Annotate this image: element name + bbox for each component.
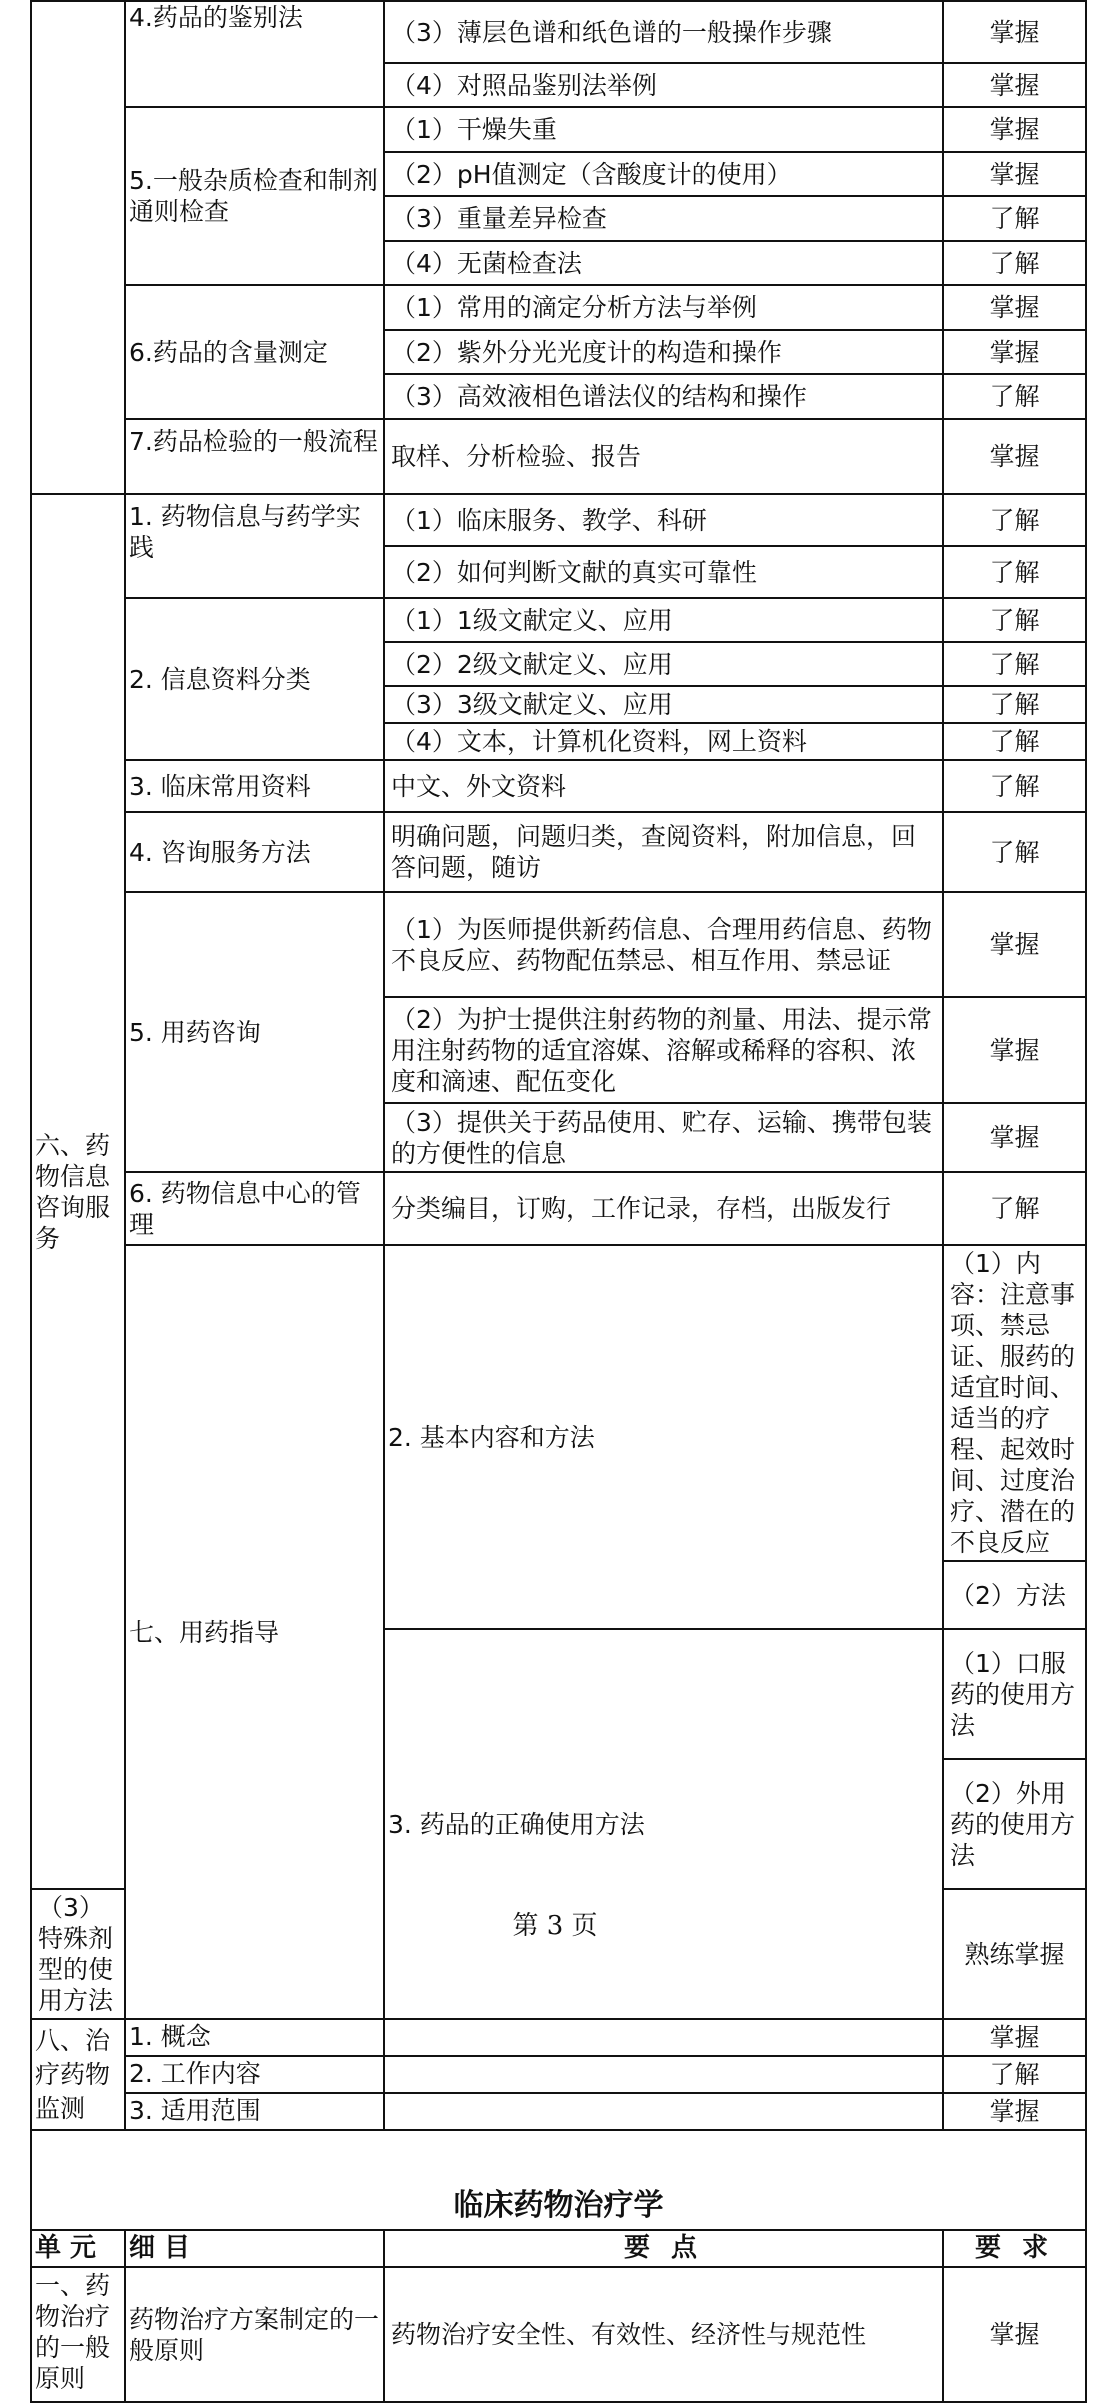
item-cell: 5.一般杂质检查和制剂通则检查: [125, 107, 384, 285]
unit-cell: [31, 1, 125, 494]
requirement-cell: 了解: [943, 546, 1086, 598]
point-cell: （3）薄层色谱和纸色谱的一般操作步骤: [384, 1, 943, 63]
point-cell: （3）提供关于药品使用、贮存、运输、携带包装的方便性的信息: [384, 1103, 943, 1172]
item-cell: 2. 信息资料分类: [125, 598, 384, 760]
requirement-cell: 了解: [943, 494, 1086, 546]
point-cell: （3）特殊剂型的使用方法: [31, 1889, 125, 2019]
point-cell: 取样、分析检验、报告: [384, 419, 943, 494]
header-unit: 单 元: [31, 2230, 125, 2267]
point-cell: （2）如何判断文献的真实可靠性: [384, 546, 943, 598]
point-cell: （2）为护士提供注射药物的剂量、用法、提示常用注射药物的适宜溶媒、溶解或稀释的容积、浓度和滴速、配伍变化: [384, 997, 943, 1103]
requirement-cell: 掌握: [943, 285, 1086, 330]
requirement-cell: 掌握: [943, 1, 1086, 63]
unit-cell: 八、治疗药物监测: [31, 2019, 125, 2130]
item-cell: 1. 药物信息与药学实践: [125, 494, 384, 598]
requirement-cell: 掌握: [943, 107, 1086, 152]
point-cell: （2）2级文献定义、应用: [384, 642, 943, 686]
item-cell: 1. 概念: [125, 2019, 384, 2056]
requirement-cell: 掌握: [943, 2267, 1086, 2402]
requirement-cell: 掌握: [943, 63, 1086, 107]
point-cell: （3）高效液相色谱法仪的结构和操作: [384, 374, 943, 419]
point-cell: （1）临床服务、教学、科研: [384, 494, 943, 546]
requirement-cell: 掌握: [943, 2093, 1086, 2130]
requirement-cell: 掌握: [943, 330, 1086, 374]
point-cell: （1）常用的滴定分析方法与举例: [384, 285, 943, 330]
item-cell: 3. 适用范围: [125, 2093, 384, 2130]
item-cell: 7.药品检验的一般流程: [125, 419, 384, 494]
point-cell: [384, 2093, 943, 2130]
point-cell: （4）对照品鉴别法举例: [384, 63, 943, 107]
point-cell: （1）为医师提供新药信息、合理用药信息、药物不良反应、药物配伍禁忌、相互作用、禁忌证: [384, 892, 943, 997]
header-point: 要 点: [384, 2230, 943, 2267]
page-number: 第 3 页: [512, 1911, 598, 1941]
point-cell: 药物治疗安全性、有效性、经济性与规范性: [384, 2267, 943, 2402]
requirement-cell: 掌握: [943, 419, 1086, 494]
requirement-cell: 了解: [943, 686, 1086, 723]
requirement-cell: 了解: [943, 723, 1086, 760]
item-cell: 2. 基本内容和方法: [384, 1245, 943, 1629]
item-cell: 4.药品的鉴别法: [125, 1, 384, 107]
item-cell: 3. 药品的正确使用方法: [384, 1629, 943, 2019]
requirement-cell: 掌握: [943, 1103, 1086, 1172]
item-cell: 4. 咨询服务方法: [125, 812, 384, 892]
point-cell: 中文、外文资料: [384, 760, 943, 812]
requirement-cell: 了解: [943, 760, 1086, 812]
requirement-cell: 熟练掌握: [943, 1889, 1086, 2019]
requirement-cell: 掌握: [943, 152, 1086, 196]
requirement-cell: 掌握: [943, 892, 1086, 997]
unit-cell: 七、用药指导: [125, 1245, 384, 2019]
point-cell: （2）pH值测定（含酸度计的使用）: [384, 152, 943, 196]
requirement-cell: 了解: [943, 642, 1086, 686]
subject-title: 临床药物治疗学: [31, 2130, 1086, 2230]
point-cell: 明确问题，问题归类，查阅资料，附加信息，回答问题，随访: [384, 812, 943, 892]
item-cell: 3. 临床常用资料: [125, 760, 384, 812]
point-cell: （3）重量差异检查: [384, 196, 943, 241]
item-cell: 6.药品的含量测定: [125, 285, 384, 419]
point-cell: （4）文本，计算机化资料，网上资料: [384, 723, 943, 760]
requirement-cell: 了解: [943, 2056, 1086, 2093]
point-cell: （3）3级文献定义、应用: [384, 686, 943, 723]
header-item: 细 目: [125, 2230, 384, 2267]
header-requirement: 要 求: [943, 2230, 1086, 2267]
point-cell: [384, 2019, 943, 2056]
requirement-cell: 掌握: [943, 997, 1086, 1103]
requirement-cell: 了解: [943, 1172, 1086, 1245]
requirement-cell: 了解: [943, 374, 1086, 419]
point-cell: （1）干燥失重: [384, 107, 943, 152]
item-cell: 2. 工作内容: [125, 2056, 384, 2093]
point-cell: [384, 2056, 943, 2093]
unit-cell: 一、药物治疗的一般原则: [31, 2267, 125, 2402]
item-cell: 6. 药物信息中心的管理: [125, 1172, 384, 1245]
requirement-cell: 了解: [943, 598, 1086, 642]
requirement-cell: 了解: [943, 812, 1086, 892]
point-cell: （1）内容：注意事项、禁忌证、服药的适宜时间、适当的疗程、起效时间、过度治疗、潜在的不良反应: [943, 1245, 1086, 1561]
requirement-cell: 掌握: [943, 2019, 1086, 2056]
point-cell: （4）无菌检查法: [384, 241, 943, 285]
item-cell: 药物治疗方案制定的一般原则: [125, 2267, 384, 2402]
unit-cell: 六、药物信息咨询服务: [31, 494, 125, 1889]
syllabus-table: [30, 0, 1087, 2403]
requirement-cell: 了解: [943, 196, 1086, 241]
point-cell: （1）1级文献定义、应用: [384, 598, 943, 642]
point-cell: 分类编目，订购，工作记录，存档，出版发行: [384, 1172, 943, 1245]
point-cell: （2）方法: [943, 1561, 1086, 1629]
requirement-cell: 了解: [943, 241, 1086, 285]
point-cell: （2）外用药的使用方法: [943, 1759, 1086, 1889]
item-cell: 5. 用药咨询: [125, 892, 384, 1172]
point-cell: （2）紫外分光光度计的构造和操作: [384, 330, 943, 374]
point-cell: （1）口服药的使用方法: [943, 1629, 1086, 1759]
